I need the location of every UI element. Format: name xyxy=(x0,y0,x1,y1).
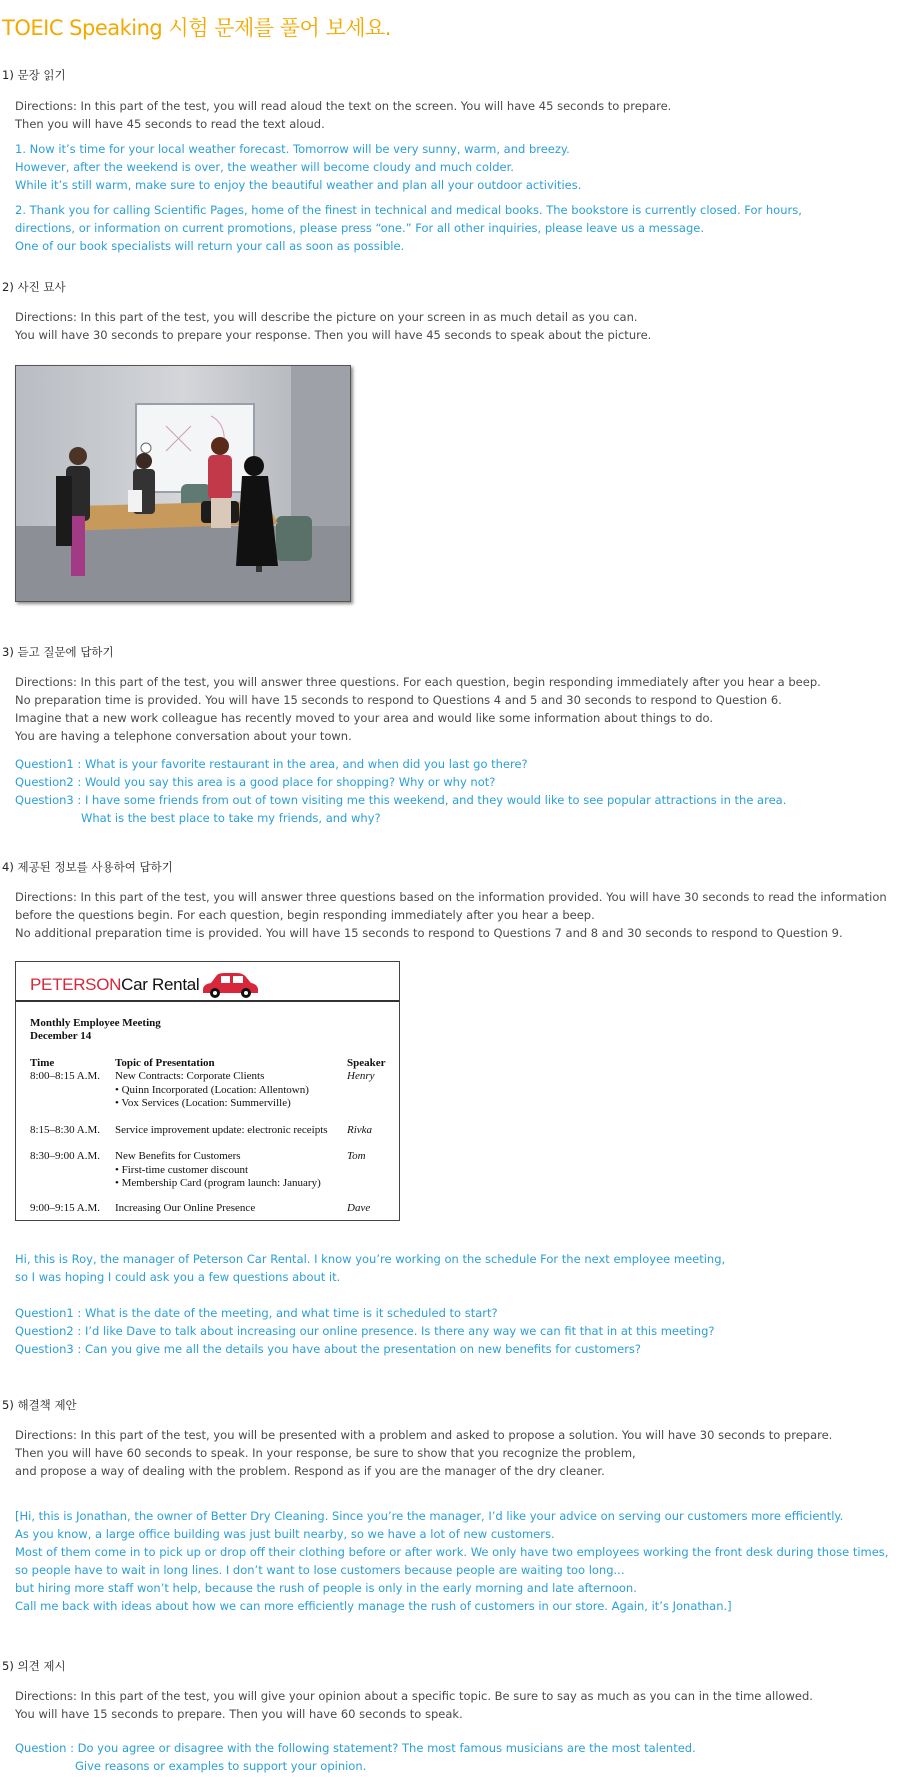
topic-line: • Membership Card (program launch: January) xyxy=(115,1177,321,1189)
topic-line: • First-time customer discount xyxy=(115,1163,249,1176)
row-speaker: Henry xyxy=(347,1070,375,1082)
topic-line: • Quinn Incorporated (Location: Allentown) xyxy=(115,1083,309,1096)
item-line: However, after the weekend is over, the weather will become cloudy and much colder. xyxy=(15,160,514,174)
message-line: but hiring more staff won’t help, because the rush of people is only in the early morning and late afternoon. xyxy=(15,1581,637,1595)
question-line: What is the best place to take my friends, and why? xyxy=(81,811,381,825)
directions-line: and propose a way of dealing with the problem. Respond as if you are the manager of the dry cleaner. xyxy=(15,1464,605,1478)
directions-solution xyxy=(15,1426,832,1480)
brand-suffix: Car Rental xyxy=(121,975,200,994)
directions-line: Imagine that a new work colleague has recently moved to your area and would like some information about things to do. xyxy=(15,711,714,725)
page-title: TOEIC Speaking 시험 문제를 풀어 보세요. xyxy=(2,16,391,40)
solution-message xyxy=(15,1507,888,1615)
question-line: Question2 : Would you say this area is a good place for shopping? Why or why not? xyxy=(15,775,496,789)
reading-item-1 xyxy=(15,140,581,194)
schedule-card xyxy=(15,961,400,1221)
directions-line: Directions: In this part of the test, you will be presented with a problem and asked to propose a solution. You will have 30 seconds to prepare. xyxy=(15,1428,833,1442)
question-line: Give reasons or examples to support your opinion. xyxy=(75,1759,367,1773)
intro-line: Hi, this is Roy, the manager of Peterson Car Rental. I know you’re working on the schedule For the next employee meeting, xyxy=(15,1252,726,1266)
row-time: 9:00–9:15 A.M. xyxy=(30,1202,100,1214)
meeting-title: Monthly Employee Meeting xyxy=(30,1017,161,1029)
question-line: Question3 : Can you give me all the details you have about the presentation on new benefits for customers? xyxy=(15,1342,642,1356)
section-heading-reading: 1) 문장 읽기 xyxy=(2,68,66,82)
directions-line: Then you will have 60 seconds to speak. In your response, be sure to show that you recognize the problem, xyxy=(15,1446,636,1460)
question-line: Question2 : I’d like Dave to talk about increasing our online presence. Is there any way we can fit that in at this meeting? xyxy=(15,1324,715,1338)
section-heading-opinion: 5) 의견 제시 xyxy=(2,1659,66,1673)
directions-line: Then you will have 45 seconds to read the text aloud. xyxy=(15,117,325,131)
reading-item-2 xyxy=(15,201,802,255)
section-heading-information: 4) 제공된 정보를 사용하여 답하기 xyxy=(2,860,173,874)
directions-line: Directions: In this part of the test, you will answer three questions. For each question, begin responding immediately after you hear a beep. xyxy=(15,675,821,689)
section-heading-listening: 3) 듣고 질문에 답하기 xyxy=(2,645,114,659)
message-line: Call me back with ideas about how we can more efficiently manage the rush of customers in our store. Again, it’s Jonathan.] xyxy=(15,1599,732,1613)
row-time: 8:30–9:00 A.M. xyxy=(30,1150,100,1162)
section-heading-solution: 5) 해결책 제안 xyxy=(2,1398,77,1412)
directions-opinion xyxy=(15,1687,813,1723)
row-time: 8:00–8:15 A.M. xyxy=(30,1070,100,1082)
directions-picture xyxy=(15,308,651,344)
message-line: As you know, a large office building was just built nearby, so we have a lot of new customers. xyxy=(15,1527,555,1541)
meeting-room-photo xyxy=(15,365,351,602)
directions-line: You are having a telephone conversation about your town. xyxy=(15,729,352,743)
col-speaker: Speaker xyxy=(347,1057,386,1069)
directions-listening xyxy=(15,673,821,745)
questions-opinion xyxy=(15,1739,696,1775)
directions-line: You will have 15 seconds to prepare. Then you will have 60 seconds to speak. xyxy=(15,1707,463,1721)
directions-line: No preparation time is provided. You will have 15 seconds to respond to Questions 4 and 5 and 30 seconds to respond to Question 6. xyxy=(15,693,782,707)
item-line: 2. Thank you for calling Scientific Pages, home of the finest in technical and medical books. The bookstore is currently closed. For hours, xyxy=(15,203,802,217)
directions-reading xyxy=(15,97,671,133)
intro-line: so I was hoping I could ask you a few questions about it. xyxy=(15,1270,341,1284)
directions-line: before the questions begin. For each question, begin responding immediately after you hear a beep. xyxy=(15,908,595,922)
row-topic: Increasing Our Online Presence xyxy=(115,1202,256,1214)
question-line: Question3 : I have some friends from out of town visiting me this weekend, and they would like to see popular attractions in the area. xyxy=(15,793,787,807)
message-line: so people have to wait in long lines. I don’t want to lose customers because people are waiting too long... xyxy=(15,1563,625,1577)
directions-line: Directions: In this part of the test, you will answer three questions based on the information provided. You will have 30 seconds to read the information xyxy=(15,890,887,904)
row-speaker: Tom xyxy=(347,1150,366,1162)
brand-logo xyxy=(30,975,199,995)
directions-line: You will have 30 seconds to prepare your response. Then you will have 45 seconds to speak about the picture. xyxy=(15,328,652,342)
questions-listening xyxy=(15,755,786,827)
directions-line: No additional preparation time is provided. You will have 15 seconds to respond to Questions 7 and 8 and 30 seconds to respond to Question 9. xyxy=(15,926,843,940)
row-topic xyxy=(115,1070,309,1111)
row-speaker: Dave xyxy=(347,1202,371,1214)
questions-information xyxy=(15,1304,714,1358)
row-topic: Service improvement update: electronic receipts xyxy=(115,1124,328,1136)
question-line: Question1 : What is your favorite restaurant in the area, and when did you last go there? xyxy=(15,757,528,771)
message-line: [Hi, this is Jonathan, the owner of Better Dry Cleaning. Since you’re the manager, I’d like your advice on serving our customers more efficiently. xyxy=(15,1509,844,1523)
item-line: While it’s still warm, make sure to enjoy the beautiful weather and plan all your outdoor activities. xyxy=(15,178,582,192)
question-line: Question1 : What is the date of the meeting, and what time is it scheduled to start? xyxy=(15,1306,498,1320)
row-time: 8:15–8:30 A.M. xyxy=(30,1124,100,1136)
item-line: One of our book specialists will return your call as soon as possible. xyxy=(15,239,405,253)
directions-information xyxy=(15,888,887,942)
directions-line: Directions: In this part of the test, you will give your opinion about a specific topic. Be sure to say as much as you can in the time allowed. xyxy=(15,1689,813,1703)
topic-line: • Vox Services (Location: Summerville) xyxy=(115,1097,291,1109)
col-time: Time xyxy=(30,1057,55,1069)
topic-line: New Contracts: Corporate Clients xyxy=(115,1070,265,1082)
topic-line: New Benefits for Customers xyxy=(115,1150,241,1162)
photo-illustration xyxy=(16,366,350,601)
section-heading-picture: 2) 사진 묘사 xyxy=(2,280,66,294)
directions-line: Directions: In this part of the test, you will read aloud the text on the screen. You will have 45 seconds to prepare. xyxy=(15,99,672,113)
item-line: directions, or information on current promotions, please press “one.” For all other inquiries, please leave us a message. xyxy=(15,221,705,235)
row-speaker: Rivka xyxy=(347,1124,373,1136)
brand-name: PETERSON xyxy=(30,975,122,994)
col-topic: Topic of Presentation xyxy=(115,1057,215,1069)
item-line: 1. Now it’s time for your local weather forecast. Tomorrow will be very sunny, warm, and breezy. xyxy=(15,142,570,156)
row-topic xyxy=(115,1150,321,1191)
directions-line: Directions: In this part of the test, you will describe the picture on your screen in as much detail as you can. xyxy=(15,310,638,324)
meeting-date: December 14 xyxy=(30,1030,92,1042)
card-header xyxy=(16,962,399,1002)
car-icon xyxy=(199,970,261,1000)
question-line: Question : Do you agree or disagree with the following statement? The most famous musicians are the most talented. xyxy=(15,1741,696,1755)
message-line: Most of them come in to pick up or drop off their clothing before or after work. We only have two employees working the front desk during those times, xyxy=(15,1545,889,1559)
information-intro xyxy=(15,1250,725,1286)
